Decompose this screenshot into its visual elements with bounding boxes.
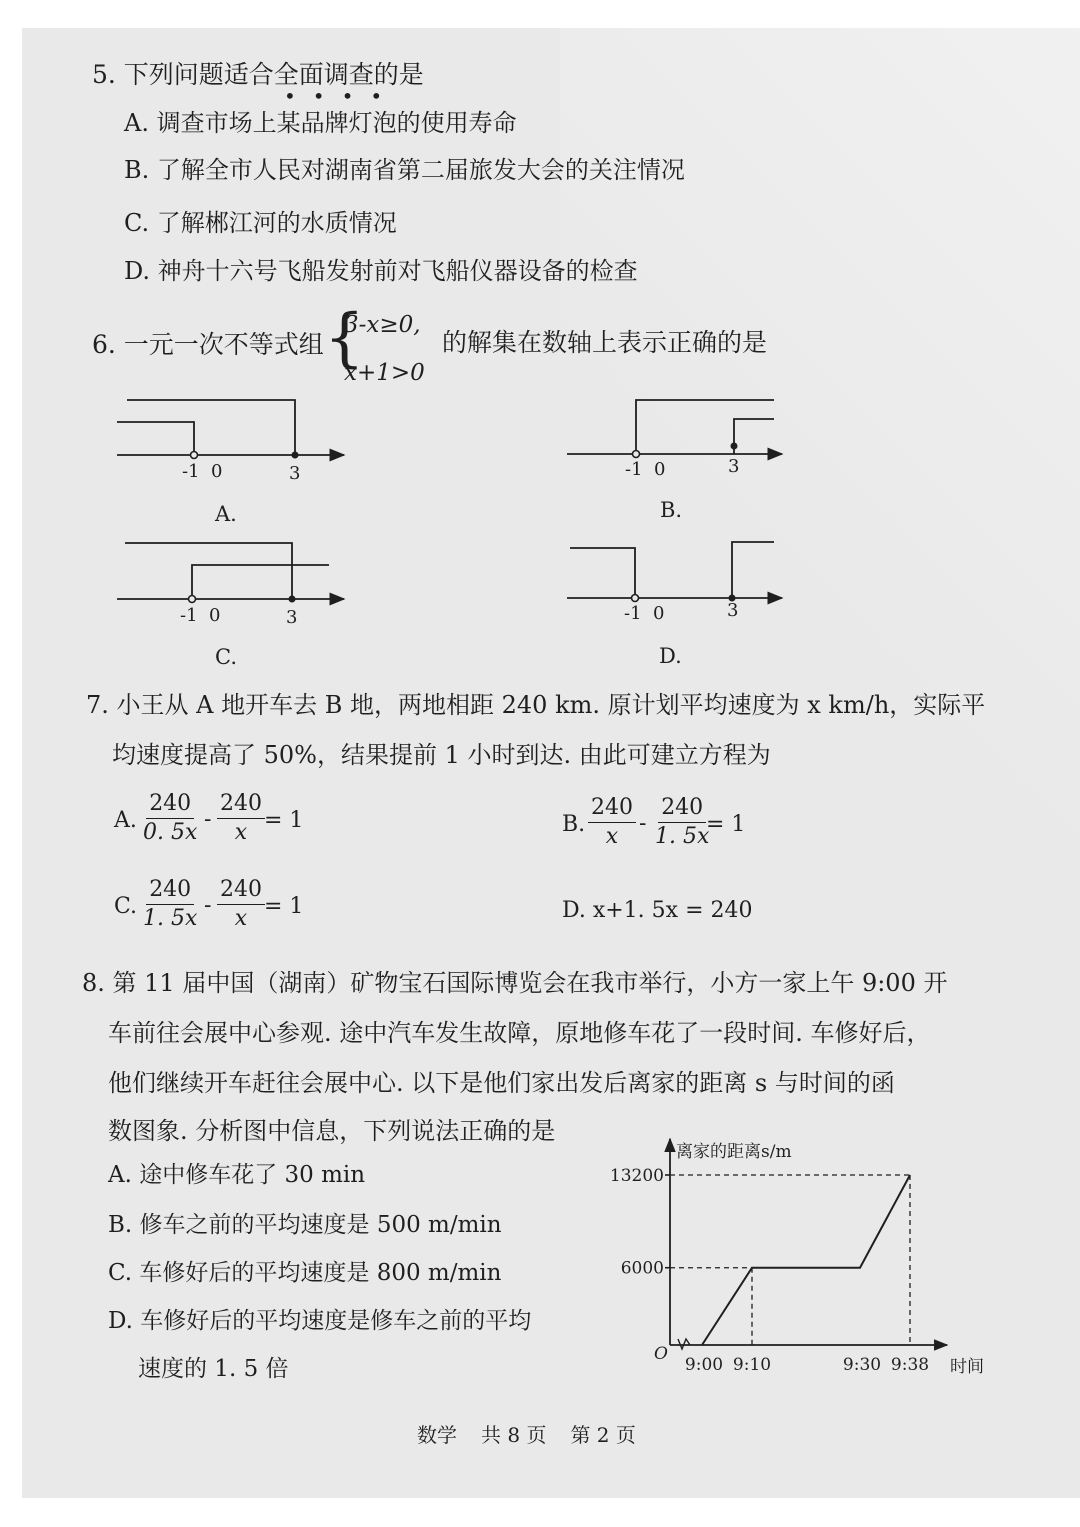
page-footer — [417, 1423, 660, 1447]
q8-line-2: 车前往会展中心参观. 途中汽车发生故障，原地修车花了一段时间. 车修好后， — [108, 1019, 931, 1047]
denominator: 1. 5x — [143, 906, 198, 931]
solid-point — [292, 452, 299, 459]
denominator: 1. 5x — [655, 824, 710, 849]
numerator: 240 — [217, 876, 265, 905]
tick-neg1: -1 — [182, 461, 200, 482]
x-tick-label-9:00: 9:00 — [684, 1355, 724, 1375]
tick-three: 3 — [289, 463, 301, 484]
solution-ray-1 — [636, 400, 774, 454]
q7-c-fraction-1 — [140, 876, 200, 933]
q7-a-fraction-1 — [140, 790, 200, 847]
hollow-point — [632, 595, 639, 602]
q5-emphasis-dots: •••• — [284, 84, 400, 108]
q6-brace: { — [324, 301, 365, 375]
x-tick-label-9:10: 9:10 — [732, 1355, 772, 1375]
q8-line-3: 他们继续开车赶往会展中心. 以下是他们家出发后离家的距离 s 与时间的函 — [108, 1069, 895, 1097]
q6-number-lines — [22, 28, 1080, 708]
tick-three: 3 — [728, 456, 740, 477]
chart-labels — [610, 1142, 984, 1377]
denominator: 0. 5x — [143, 820, 198, 845]
numerator: 240 — [217, 790, 265, 819]
q6-label-d: D. — [659, 644, 682, 668]
q6-stem-suffix: 的解集在数轴上表示正确的是 — [442, 328, 768, 357]
q6-label-c: C. — [215, 645, 237, 669]
tick-zero: 0 — [211, 461, 223, 482]
distance-time-chart — [592, 1133, 992, 1393]
minus-sign: - — [204, 807, 212, 832]
q7-b-fraction-2 — [652, 794, 712, 851]
hollow-point — [191, 452, 198, 459]
solution-ray-2 — [734, 419, 774, 454]
q6-option-a-number-line — [117, 400, 344, 526]
q7-c-label: C. — [114, 894, 138, 919]
hollow-point — [633, 451, 640, 458]
q8-option-d-continued: 速度的 1. 5 倍 — [138, 1356, 289, 1382]
solid-point — [731, 443, 738, 450]
origin-label: O — [654, 1344, 668, 1364]
q6-option-d-number-line — [567, 542, 782, 668]
y-axis-title: 离家的距离s/m — [676, 1142, 792, 1162]
tick-three: 3 — [286, 607, 298, 628]
q6-stem-prefix: 6. 一元一次不等式组 — [92, 330, 324, 359]
minus-sign: - — [639, 811, 647, 836]
q6-inequality-1: 3-x≥0, — [344, 312, 421, 338]
q7-line-1: 7. 小王从 A 地开车去 B 地，两地相距 240 km. 原计划平均速度为 x km/h，实际平 — [86, 691, 986, 719]
denominator: x — [234, 906, 248, 931]
numerator: 240 — [146, 876, 194, 905]
denominator: x — [605, 824, 619, 849]
q6-label-b: B. — [660, 498, 683, 522]
exam-page — [22, 28, 1080, 1498]
q8-line-4: 数图象. 分析图中信息，下列说法正确的是 — [108, 1117, 556, 1145]
solid-point — [289, 596, 296, 603]
q5-option-a: A. 调查市场上某品牌灯泡的使用寿命 — [124, 109, 517, 137]
y-tick-label-13200: 13200 — [609, 1166, 664, 1186]
tick-neg1: -1 — [180, 605, 198, 626]
numerator: 240 — [146, 790, 194, 819]
distance-series-line — [702, 1175, 910, 1345]
chart-series — [702, 1175, 910, 1345]
q8-option-b: B. 修车之前的平均速度是 500 m/min — [108, 1212, 502, 1238]
tick-zero: 0 — [653, 603, 665, 624]
x-axis-title: 时间 — [950, 1357, 984, 1377]
q7-a-label: A. — [114, 808, 137, 833]
tick-neg1: -1 — [624, 603, 642, 624]
q6-inequality-2: x+1>0 — [344, 360, 425, 386]
q7-c-fraction-2 — [217, 876, 265, 933]
q5-option-d: D. 神舟十六号飞船发射前对飞船仪器设备的检查 — [124, 257, 638, 285]
q6-label-a: A. — [215, 502, 237, 526]
y-tick-label-6000: 6000 — [620, 1258, 664, 1279]
minus-sign: - — [204, 893, 212, 918]
q7-b-fraction-1 — [588, 794, 636, 851]
q7-a-rhs: = 1 — [264, 808, 304, 833]
footer-total-pages: 共 8 页 — [481, 1423, 547, 1447]
q5-stem: 5. 下列问题适合全面调查的是 — [92, 60, 424, 89]
denominator: x — [234, 820, 248, 845]
chart-guides — [665, 1175, 910, 1345]
x-tick-label-9:38: 9:38 — [890, 1355, 930, 1375]
solution-ray-1 — [192, 565, 329, 599]
solution-ray-1 — [570, 548, 635, 598]
q6-option-c-number-line — [117, 543, 344, 669]
q5-option-c: C. 了解郴江河的水质情况 — [124, 209, 397, 237]
footer-page-number: 第 2 页 — [570, 1423, 636, 1447]
hollow-point — [189, 596, 196, 603]
x-tick-label-9:30: 9:30 — [842, 1355, 882, 1375]
q8-option-a: A. 途中修车花了 30 min — [108, 1162, 366, 1188]
q7-b-label: B. — [562, 812, 586, 837]
q8-option-d: D. 车修好后的平均速度是修车之前的平均 — [108, 1308, 532, 1334]
q5-option-b: B. 了解全市人民对湖南省第二届旅发大会的关注情况 — [124, 156, 685, 184]
tick-three: 3 — [727, 600, 739, 621]
numerator: 240 — [588, 794, 636, 823]
numerator: 240 — [658, 794, 706, 823]
q8-line-1: 8. 第 11 届中国（湖南）矿物宝石国际博览会在我市举行，小方一家上午 9:00 开 — [82, 969, 948, 997]
q7-c-rhs: = 1 — [264, 894, 304, 919]
solution-ray-2 — [732, 542, 774, 598]
axis-break-mark — [678, 1339, 690, 1349]
q7-a-fraction-2 — [217, 790, 265, 847]
solution-ray-1 — [117, 422, 194, 455]
tick-neg1: -1 — [625, 459, 643, 480]
tick-zero: 0 — [209, 605, 221, 626]
solution-ray-2 — [127, 400, 295, 455]
solution-ray-2 — [125, 543, 292, 599]
q8-option-c: C. 车修好后的平均速度是 800 m/min — [108, 1260, 502, 1286]
q7-line-2: 均速度提高了 50%，结果提前 1 小时到达. 由此可建立方程为 — [112, 741, 771, 769]
q7-b-rhs: = 1 — [706, 812, 746, 837]
tick-zero: 0 — [654, 459, 666, 480]
footer-subject: 数学 — [417, 1423, 457, 1447]
q7-option-d: D. x+1. 5x = 240 — [562, 898, 753, 923]
q6-option-b-number-line — [567, 400, 782, 522]
